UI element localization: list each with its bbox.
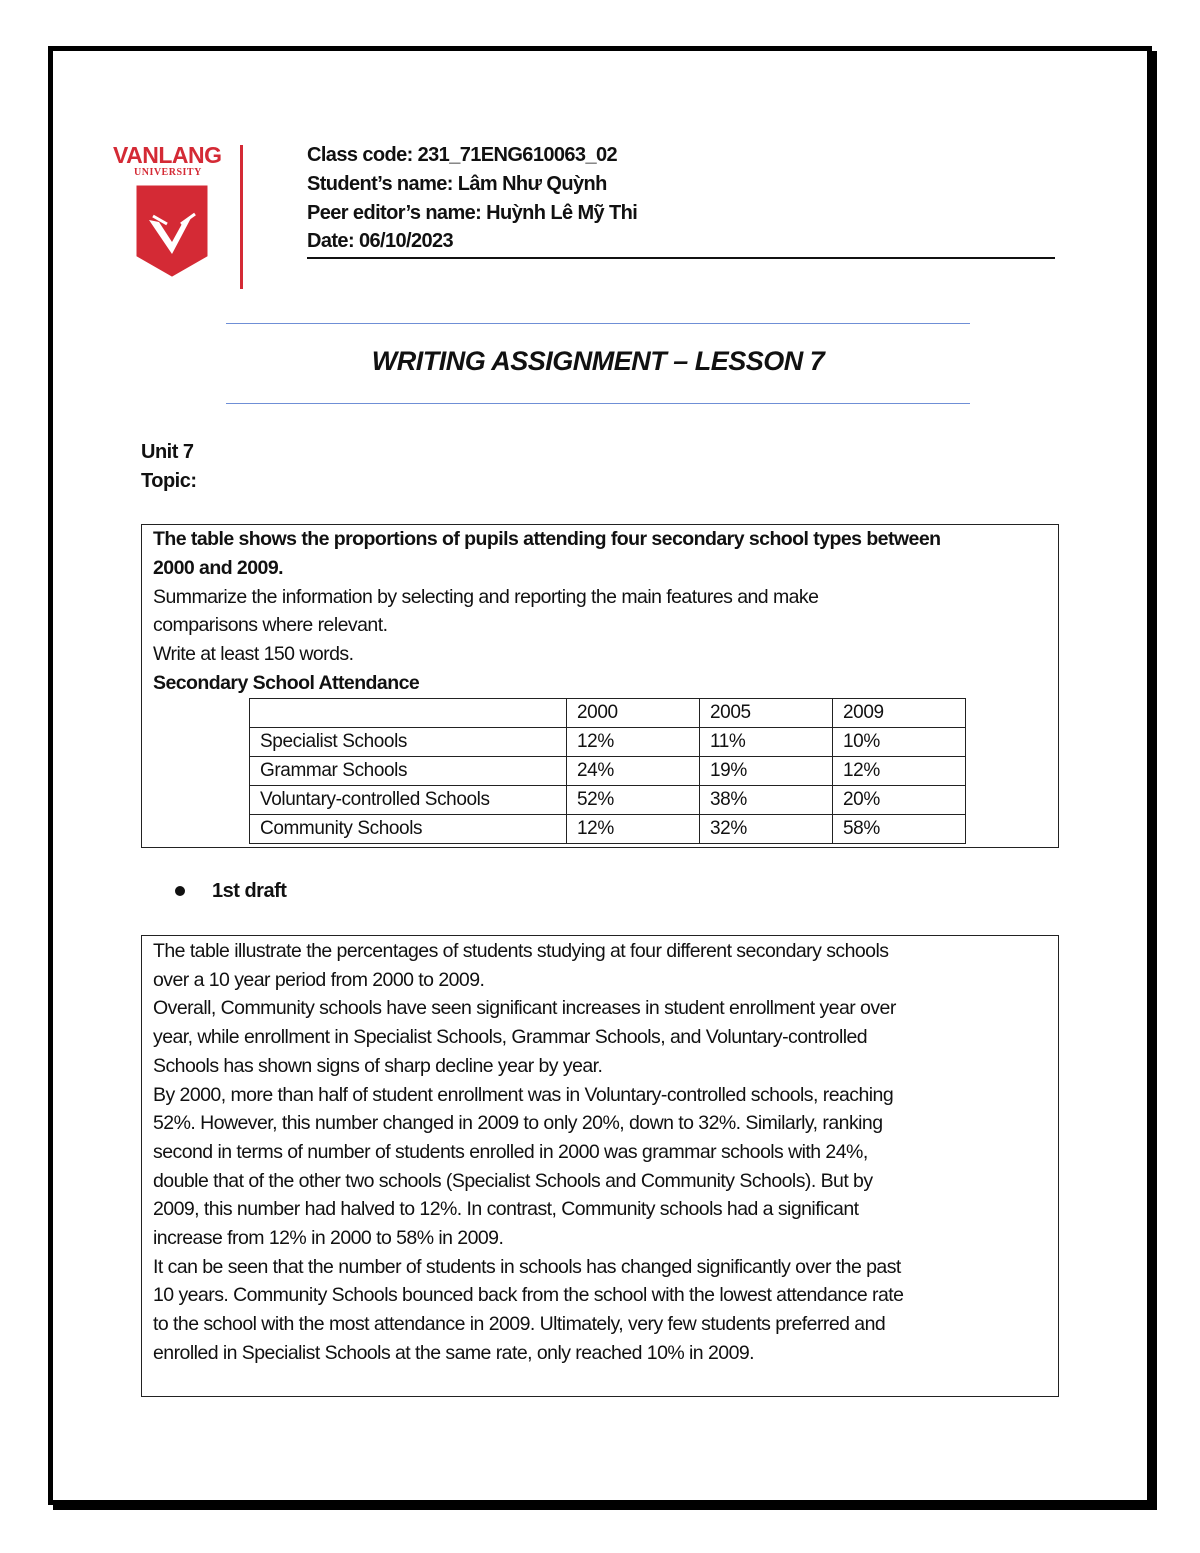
essay-line: over a 10 year period from 2000 to 2009.: [153, 968, 485, 991]
table-cell: 12%: [567, 815, 700, 844]
table-cell: 58%: [833, 815, 966, 844]
table-cell: 11%: [700, 728, 833, 757]
table-cell: Voluntary-controlled Schools: [250, 786, 567, 815]
table-cell: Specialist Schools: [250, 728, 567, 757]
prompt-box: [141, 524, 1059, 848]
student-name: Student’s name: Lâm Như Quỳnh: [307, 173, 607, 195]
table-cell: 32%: [700, 815, 833, 844]
prompt-line: comparisons where relevant.: [153, 614, 388, 636]
shield-logo-icon: [133, 182, 211, 278]
date: Date: 06/10/2023: [307, 230, 454, 252]
table-cell: Grammar Schools: [250, 757, 567, 786]
essay-line: increase from 12% in 2000 to 58% in 2009.: [153, 1227, 504, 1249]
table-row: [250, 786, 966, 815]
essay-line: enrolled in Specialist Schools at the same rate, only reached 10% in 2009.: [153, 1341, 755, 1364]
essay-line: 52%. However, this number changed in 2009 to only 20%, down to 32%. Similarly, ranking: [153, 1112, 883, 1135]
prompt-line: The table shows the proportions of pupils attending four secondary school types between: [153, 528, 941, 550]
attendance-table: [249, 698, 966, 844]
logo-divider: [240, 145, 243, 289]
title-rule-top: [226, 323, 970, 324]
prompt-line: Summarize the information by selecting and reporting the main features and make: [153, 586, 819, 608]
essay-line: to the school with the most attendance in 2009. Ultimately, very few students preferred and: [153, 1313, 886, 1336]
prompt-line: 2000 and 2009.: [153, 557, 283, 579]
table-cell: 12%: [567, 728, 700, 757]
table-row: [250, 728, 966, 757]
essay-line: Overall, Community schools have seen significant increases in student enrollment year over: [153, 997, 896, 1020]
draft-label: 1st draft: [212, 880, 287, 902]
table-cell: 38%: [700, 786, 833, 815]
prompt-line: Write at least 150 words.: [153, 643, 354, 665]
table-header-row: [250, 699, 966, 728]
table-header-cell: 2005: [700, 699, 833, 728]
table-row: [250, 757, 966, 786]
page-title: WRITING ASSIGNMENT – LESSON 7: [371, 346, 825, 376]
table-cell: 20%: [833, 786, 966, 815]
topic-label: Topic:: [141, 470, 197, 492]
essay-line: The table illustrate the percentages of students studying at four different secondary schools: [153, 940, 889, 962]
peer-editor-name: Peer editor’s name: Huỳnh Lê Mỹ Thi: [307, 202, 638, 224]
table-header-cell: 2000: [567, 699, 700, 728]
table-header-cell: 2009: [833, 699, 966, 728]
table-cell: 10%: [833, 728, 966, 757]
table-cell: 12%: [833, 757, 966, 786]
title-rule-bottom: [226, 403, 970, 404]
university-logo-subtitle: UNIVERSITY: [134, 167, 202, 178]
class-code: Class code: 231_71ENG610063_02: [307, 144, 618, 166]
unit-label: Unit 7: [141, 441, 194, 463]
essay-line: second in terms of number of students enrolled in 2000 was grammar schools with 24%,: [153, 1140, 868, 1163]
table-cell: 19%: [700, 757, 833, 786]
table-row: [250, 815, 966, 844]
table-cell: Community Schools: [250, 815, 567, 844]
essay-line: double that of the other two schools (Specialist Schools and Community Schools). But by: [153, 1169, 873, 1192]
essay-line: 2009, this number had halved to 12%. In contrast, Community schools had a significant: [153, 1198, 859, 1221]
essay-line: Schools has shown signs of sharp decline year by year.: [153, 1054, 603, 1077]
table-cell: 52%: [567, 786, 700, 815]
essay-line: year, while enrollment in Specialist Schools, Grammar Schools, and Voluntary-controlled: [153, 1026, 868, 1049]
table-title: Secondary School Attendance: [153, 672, 420, 694]
essay-line: 10 years. Community Schools bounced back from the school with the lowest attendance rate: [153, 1284, 904, 1307]
essay-line: It can be seen that the number of students in schools has changed significantly over the past: [153, 1255, 901, 1278]
essay-box: [141, 935, 1059, 1397]
university-logo-name: VANLANG: [113, 142, 222, 168]
table-cell: 24%: [567, 757, 700, 786]
essay-line: By 2000, more than half of student enrollment was in Voluntary-controlled schools, reaching: [153, 1083, 894, 1106]
header-rule: [307, 257, 1055, 259]
bullet-icon: [175, 886, 185, 896]
table-header-cell: [250, 699, 567, 728]
